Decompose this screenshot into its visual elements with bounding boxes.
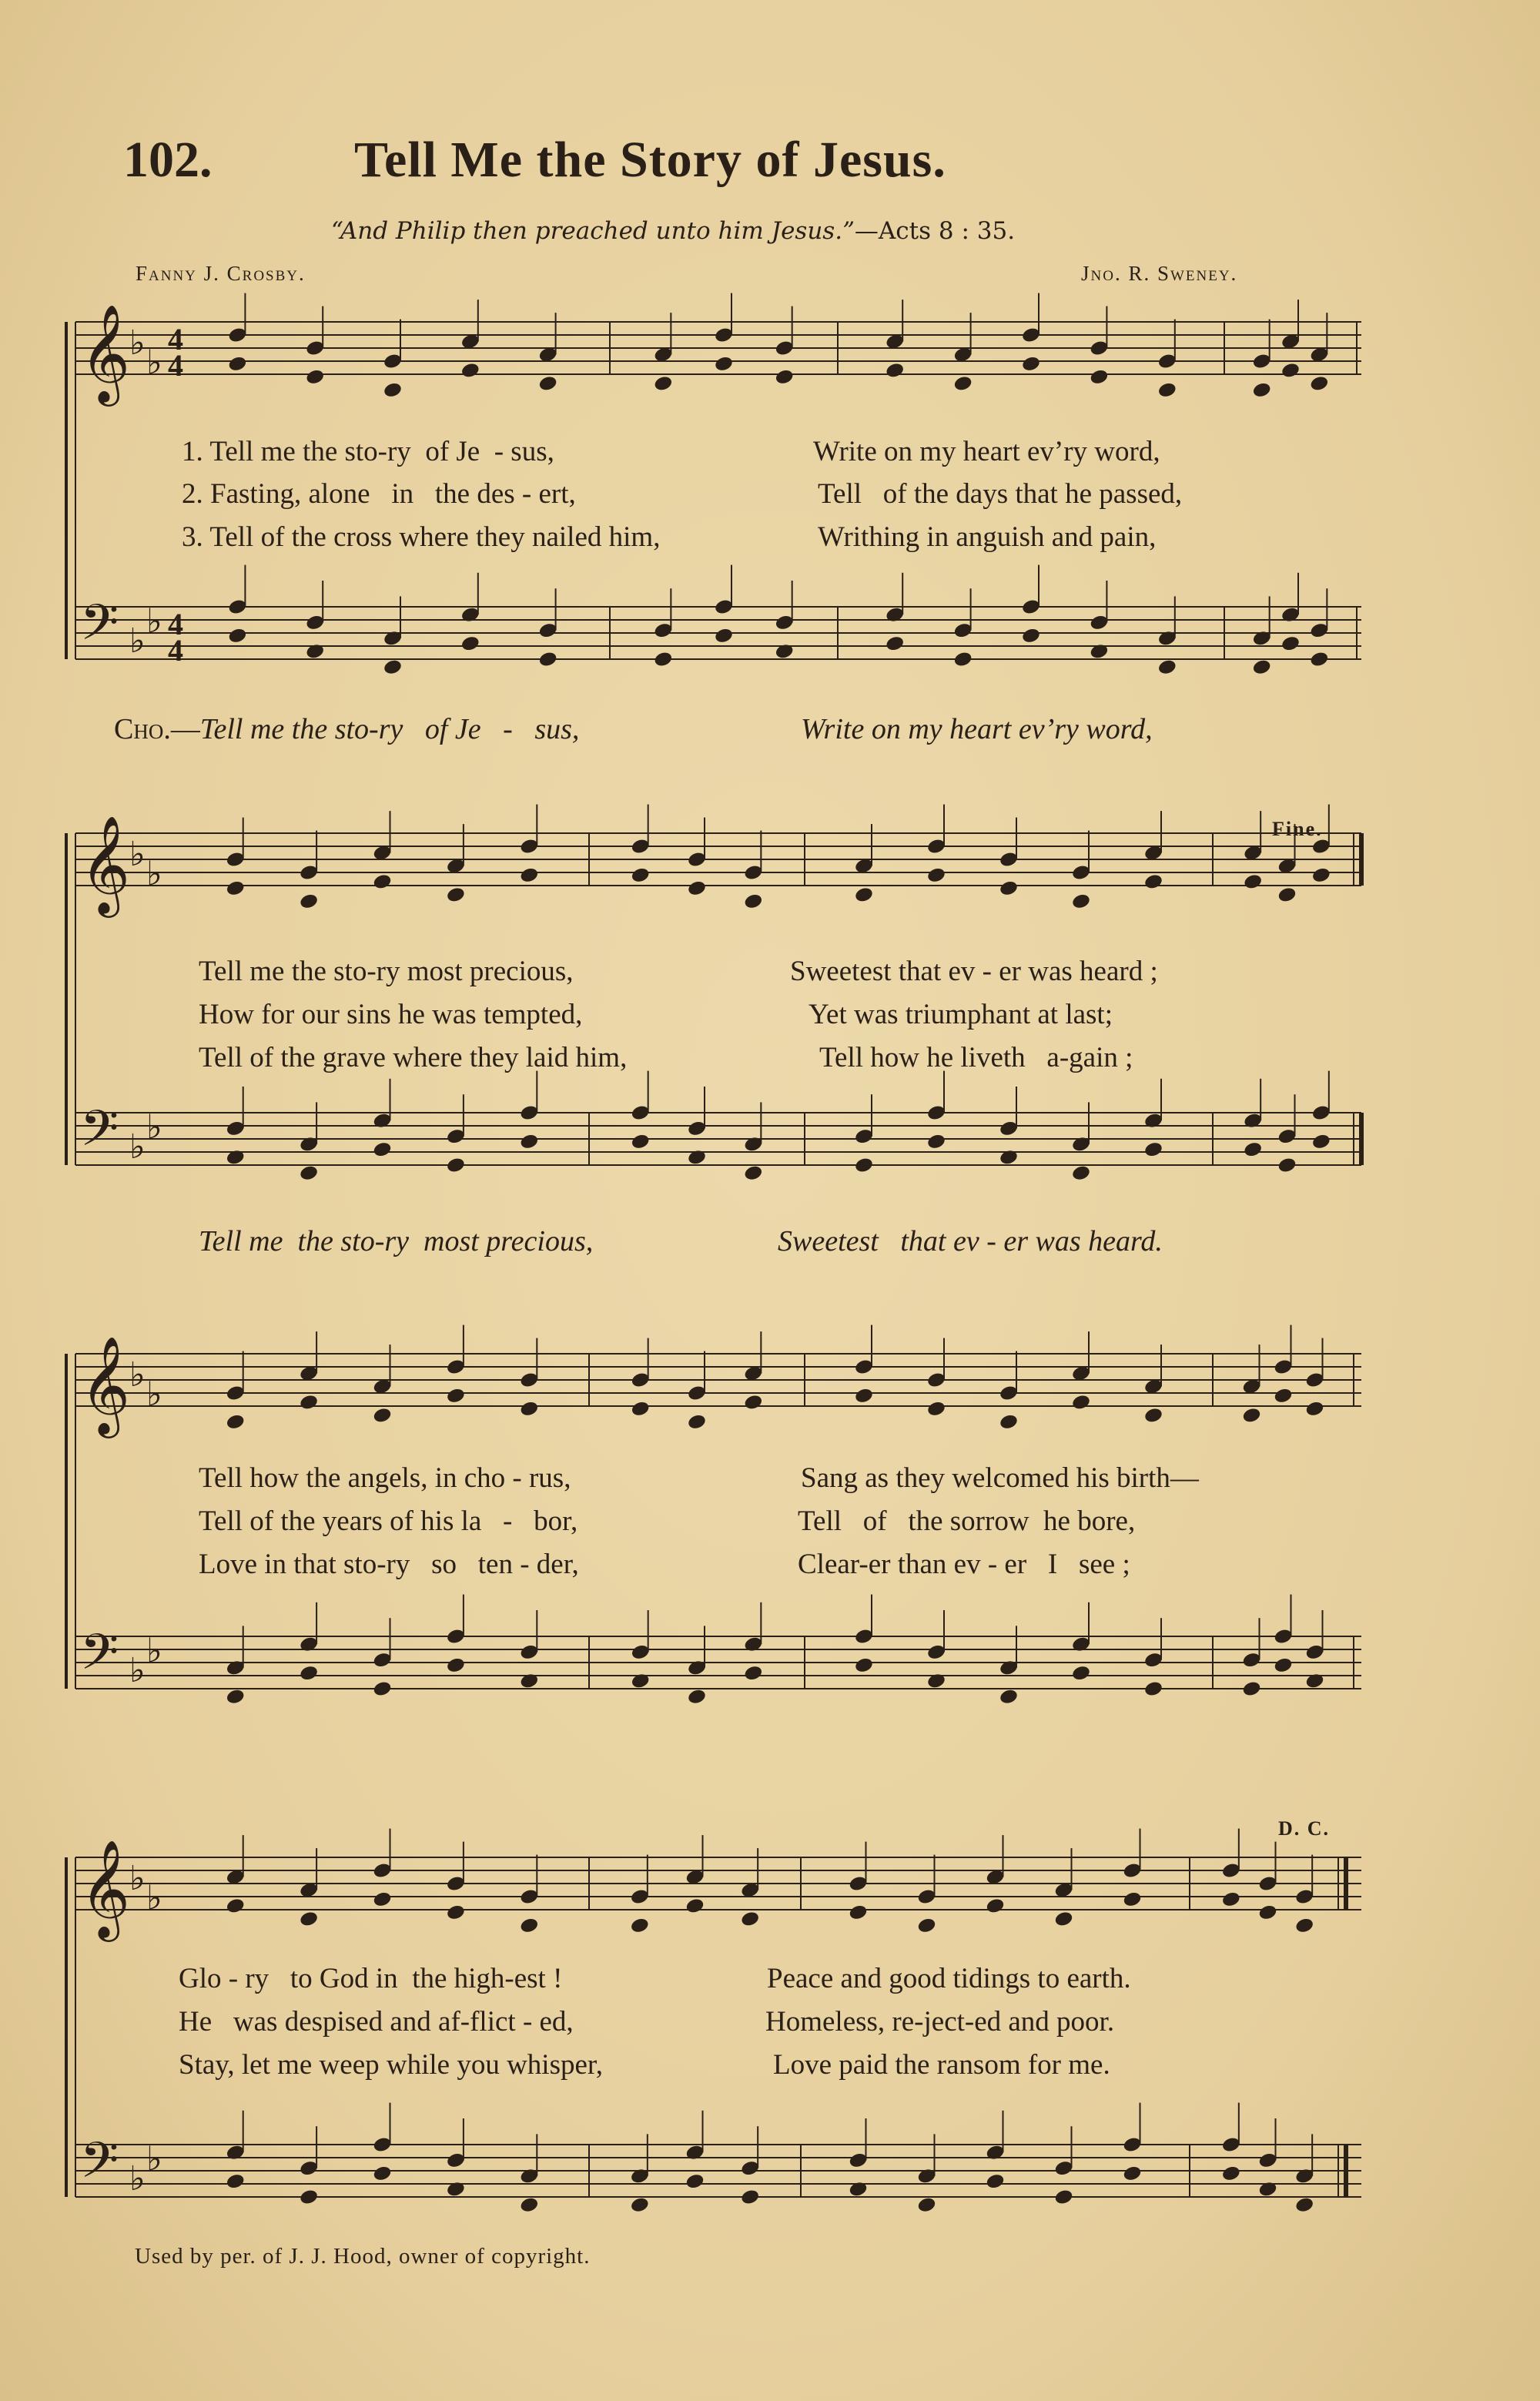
bass-clef-icon: 𝄢	[80, 2132, 119, 2202]
lyric-syllables: to God in	[290, 1963, 398, 1994]
note-head	[848, 1904, 868, 1921]
lyric-syllables: most precious,	[424, 1225, 594, 1257]
note-head	[743, 1394, 763, 1411]
note-head	[631, 1133, 651, 1150]
flat-icon: ♭	[146, 343, 162, 383]
verse-line: Writhing in anguish and pain,	[818, 521, 1157, 553]
note-head	[1294, 2196, 1314, 2214]
hymn-title: Tell Me the Story of Jesus.	[354, 132, 946, 188]
note-head	[926, 1673, 946, 1690]
note-head	[916, 2196, 936, 2214]
note-head	[446, 1157, 466, 1174]
note-head	[1309, 375, 1329, 393]
note-head	[1241, 1407, 1261, 1425]
final-bar-line	[1344, 1857, 1348, 1910]
note-head	[299, 2188, 319, 2206]
note-head	[1071, 1164, 1091, 1182]
lyric-syllables: the sto-ry	[297, 1225, 410, 1257]
time-signature-digit: 4	[168, 607, 183, 641]
note-head	[1257, 2181, 1277, 2198]
note-head	[305, 368, 325, 386]
note-head	[372, 873, 392, 891]
note-head	[740, 1910, 760, 1928]
note-head	[538, 375, 558, 393]
note-head	[1071, 1664, 1091, 1682]
note-head	[460, 362, 480, 380]
flat-icon: ♭	[129, 323, 146, 363]
note-head	[743, 1164, 763, 1182]
flat-icon: ♭	[146, 1107, 162, 1147]
note-head	[1277, 1157, 1297, 1174]
flat-icon: ♭	[129, 1859, 146, 1898]
note-head	[446, 1387, 466, 1405]
note-head	[1294, 1917, 1314, 1934]
lyric-syllables: - ert,	[521, 478, 576, 510]
note-head	[687, 1688, 707, 1706]
lyric-syllables: 2. Fasting, alone	[182, 478, 370, 510]
chorus-line: Write on my heart ev’ry word,	[801, 713, 1153, 745]
note-head	[685, 2172, 705, 2190]
note-head	[1311, 866, 1331, 884]
note-head	[1221, 2165, 1241, 2182]
note-head	[226, 1149, 246, 1167]
copyright-notice: Used by per. of J. J. Hood, owner of copyright.	[135, 2244, 591, 2269]
note-head	[446, 1656, 466, 1674]
note-head	[999, 879, 1019, 897]
treble-clef-icon: 𝄞	[80, 815, 131, 913]
note-head	[1157, 381, 1177, 399]
note-head	[446, 2181, 466, 2198]
note-head	[743, 1664, 763, 1682]
verse-line	[199, 1548, 579, 1581]
lyric-syllables: 1. Tell me the sto-ry	[182, 436, 411, 467]
note-head	[687, 1413, 707, 1431]
note-head	[1143, 1680, 1163, 1698]
note-head	[631, 1673, 651, 1690]
lyric-syllables: Tell	[818, 478, 862, 510]
lyric-syllables: see ;	[1078, 1549, 1130, 1580]
note-head	[1257, 1904, 1277, 1921]
note-head	[916, 1917, 936, 1934]
note-head	[854, 1387, 874, 1405]
epigraph-quote: “And Philip then preached unto him Jesus.”	[331, 217, 855, 245]
dc-marking: D. C.	[1278, 1817, 1331, 1840]
verse-line: 3. Tell of the cross where they nailed him,	[182, 521, 661, 553]
flat-icon: ♭	[146, 2139, 162, 2179]
lyric-syllables: in	[391, 478, 414, 510]
note-head	[1071, 892, 1091, 910]
note-head	[1021, 627, 1041, 645]
note-head	[848, 2181, 868, 2198]
flat-icon: ♭	[129, 1651, 146, 1690]
lyric-syllables: Love in that sto-ry	[199, 1549, 410, 1580]
flat-icon: ♭	[129, 835, 146, 874]
chorus-line	[114, 712, 579, 746]
lyric-syllables: - der,	[520, 1549, 579, 1580]
note-head	[1122, 2165, 1142, 2182]
final-bar-line	[1359, 833, 1364, 886]
note-head	[630, 1917, 650, 1934]
chorus-line	[199, 1224, 593, 1258]
lyric-syllables: Tell me the sto-ry	[199, 713, 403, 745]
lyric-syllables: -	[503, 713, 513, 745]
note-head	[383, 658, 403, 676]
verse-line: Peace and good tidings to earth.	[767, 1963, 1131, 1994]
lyric-syllables: of the days that he passed,	[882, 478, 1183, 510]
verse-line: Yet was triumphant at last;	[808, 999, 1113, 1030]
note-head	[1157, 658, 1177, 676]
verse-line	[179, 2005, 574, 2038]
flat-icon: ♭	[146, 854, 162, 894]
verse-line: Tell how the angels, in cho - rus,	[199, 1462, 571, 1494]
note-head	[305, 643, 325, 661]
note-head	[227, 355, 247, 373]
final-bar-line	[1359, 1113, 1364, 1165]
lyric-syllables: of	[862, 1505, 887, 1537]
lyric-syllables: the high-est !	[412, 1963, 563, 1994]
flat-icon: ♭	[129, 621, 146, 661]
note-head	[631, 866, 651, 884]
note-head	[953, 375, 973, 393]
note-head	[1021, 355, 1041, 373]
note-head	[714, 355, 734, 373]
final-bar-line	[1344, 2145, 1348, 2197]
note-head	[299, 1394, 319, 1411]
note-head	[926, 1400, 946, 1418]
fine-marking: Fine.	[1272, 818, 1323, 840]
verse-line: Tell of the grave where they laid him,	[199, 1042, 628, 1073]
note-head	[538, 651, 558, 668]
lyric-syllables: he bore,	[1043, 1505, 1136, 1537]
lyric-syllables: Tell me	[199, 1225, 283, 1257]
flat-icon: ♭	[146, 1375, 162, 1415]
author-credit: Fanny J. Crosby.	[136, 262, 306, 285]
note-head	[1122, 1890, 1142, 1908]
lyric-syllables: I	[1047, 1549, 1058, 1580]
treble-clef-icon: 𝄞	[80, 1335, 131, 1434]
note-head	[372, 2165, 392, 2182]
note-head	[519, 1917, 539, 1934]
flat-icon: ♭	[129, 2159, 146, 2198]
chorus-label: Cho.—	[114, 713, 200, 745]
note-head	[1143, 1140, 1163, 1158]
note-head	[854, 1157, 874, 1174]
epigraph-reference: —Acts 8 : 35.	[854, 217, 1016, 245]
flat-icon: ♭	[129, 1127, 146, 1167]
lyric-syllables: - sus,	[494, 436, 554, 467]
note-head	[999, 1688, 1019, 1706]
time-signature-digit: 4	[168, 348, 183, 383]
lyric-syllables: of Je	[425, 436, 480, 467]
note-head	[1304, 1673, 1324, 1690]
note-head	[687, 879, 707, 897]
note-head	[460, 635, 480, 652]
note-head	[1243, 873, 1263, 891]
note-head	[1277, 886, 1297, 904]
note-head	[743, 892, 763, 910]
note-head	[519, 1673, 539, 1690]
note-head	[372, 1407, 392, 1425]
note-head	[1304, 1400, 1324, 1418]
note-head	[885, 635, 905, 652]
verse-line	[179, 1962, 562, 1995]
note-head	[299, 1164, 319, 1182]
note-head	[1241, 1680, 1261, 1698]
lyric-syllables: Clear-er than ev - er	[798, 1549, 1027, 1580]
lyric-syllables: Tell of the years of his la	[199, 1505, 482, 1537]
verse-line: Homeless, re-ject-ed and poor.	[765, 2006, 1115, 2038]
lyric-syllables: sus,	[534, 713, 580, 745]
flat-icon: ♭	[146, 1631, 162, 1671]
note-head	[1281, 362, 1301, 380]
note-head	[226, 1688, 246, 1706]
composer-credit: Jno. R. Sweney.	[1081, 262, 1238, 285]
note-head	[740, 2188, 760, 2206]
flat-icon: ♭	[146, 601, 162, 641]
lyric-syllables: so	[431, 1549, 457, 1580]
verse-line: Tell me the sto-ry most precious,	[199, 956, 574, 987]
verse-line	[798, 1505, 1135, 1538]
note-head	[372, 1680, 392, 1698]
note-head	[653, 375, 673, 393]
note-head	[926, 866, 946, 884]
note-head	[630, 2196, 650, 2214]
verse-line	[182, 435, 554, 468]
note-head	[926, 1133, 946, 1150]
verse-line: Sweetest that ev - er was heard ;	[790, 956, 1158, 987]
lyric-syllables: -	[503, 1505, 513, 1537]
chorus-line	[778, 1224, 1163, 1258]
lyric-syllables: Tell how he liveth	[819, 1042, 1026, 1073]
verse-line: How for our sins he was tempted,	[199, 999, 583, 1030]
lyric-syllables: Glo - ry	[179, 1963, 270, 1994]
note-head	[1143, 1407, 1163, 1425]
note-head	[631, 1400, 651, 1418]
note-head	[226, 1897, 246, 1915]
note-head	[1221, 1890, 1241, 1908]
note-head	[519, 1133, 539, 1150]
flat-icon: ♭	[129, 1355, 146, 1395]
note-head	[1143, 873, 1163, 891]
note-head	[687, 1149, 707, 1167]
note-head	[1243, 1140, 1263, 1158]
flat-icon: ♭	[146, 1878, 162, 1918]
note-head	[1089, 368, 1109, 386]
time-signature-digit: 4	[168, 633, 183, 668]
note-head	[885, 362, 905, 380]
note-head	[985, 1897, 1005, 1915]
note-head	[1273, 1656, 1293, 1674]
note-head	[383, 381, 403, 399]
lyric-syllables: was despised and af-flict - ed,	[233, 2006, 574, 2038]
note-head	[446, 886, 466, 904]
lyric-syllables: that ev - er was heard.	[900, 1225, 1163, 1257]
note-head	[1053, 1910, 1073, 1928]
note-head	[1311, 1133, 1331, 1150]
note-head	[1281, 635, 1301, 652]
verse-line: Love paid the ransom for me.	[773, 2049, 1110, 2081]
note-head	[854, 1656, 874, 1674]
verse-line: Write on my heart ev’ry word,	[813, 436, 1160, 467]
note-head	[1071, 1394, 1091, 1411]
verse-line	[818, 477, 1182, 511]
lyric-syllables: a-gain ;	[1046, 1042, 1133, 1073]
treble-clef-icon: 𝄞	[80, 303, 131, 402]
bass-clef-icon: 𝄢	[80, 594, 119, 664]
note-head	[226, 879, 246, 897]
note-head	[1053, 2188, 1073, 2206]
lyric-syllables: of Je	[424, 713, 481, 745]
note-head	[1252, 658, 1272, 676]
note-head	[714, 627, 734, 645]
note-head	[775, 368, 795, 386]
note-head	[372, 1140, 392, 1158]
note-head	[299, 892, 319, 910]
note-head	[1252, 381, 1272, 399]
note-head	[372, 1890, 392, 1908]
note-head	[999, 1149, 1019, 1167]
bass-clef-icon: 𝄢	[80, 1624, 119, 1693]
time-signature-digit: 4	[168, 322, 183, 357]
note-head	[854, 886, 874, 904]
note-head	[653, 651, 673, 668]
lyric-syllables: the des	[434, 478, 515, 510]
note-head	[775, 643, 795, 661]
note-head	[446, 1904, 466, 1921]
verse-line	[199, 1505, 578, 1538]
note-head	[685, 1897, 705, 1915]
note-head	[519, 1400, 539, 1418]
note-head	[953, 651, 973, 668]
verse-line: Stay, let me weep while you whisper,	[179, 2049, 603, 2081]
lyric-syllables: bor,	[534, 1505, 578, 1537]
note-head	[985, 2172, 1005, 2190]
note-head	[1089, 643, 1109, 661]
note-head	[227, 627, 247, 645]
lyric-syllables: Tell	[798, 1505, 842, 1537]
lyric-syllables: He	[179, 2006, 213, 2038]
note-head	[226, 2172, 246, 2190]
note-head	[299, 1664, 319, 1682]
verse-line: Sang as they welcomed his birth—	[801, 1462, 1199, 1494]
bass-clef-icon: 𝄢	[80, 1100, 119, 1170]
hymn-number: 102.	[123, 132, 213, 188]
lyric-syllables: the sorrow	[908, 1505, 1029, 1537]
note-head	[519, 2196, 539, 2214]
lyric-syllables: Sweetest	[778, 1225, 879, 1257]
note-head	[999, 1413, 1019, 1431]
note-head	[1309, 651, 1329, 668]
lyric-syllables: ten	[477, 1549, 513, 1580]
verse-line	[819, 1041, 1133, 1074]
verse-line	[798, 1548, 1130, 1581]
verse-line	[182, 477, 576, 511]
note-head	[226, 1413, 246, 1431]
note-head	[519, 866, 539, 884]
treble-clef-icon: 𝄞	[80, 1839, 131, 1937]
note-head	[299, 1910, 319, 1928]
note-head	[1273, 1387, 1293, 1405]
